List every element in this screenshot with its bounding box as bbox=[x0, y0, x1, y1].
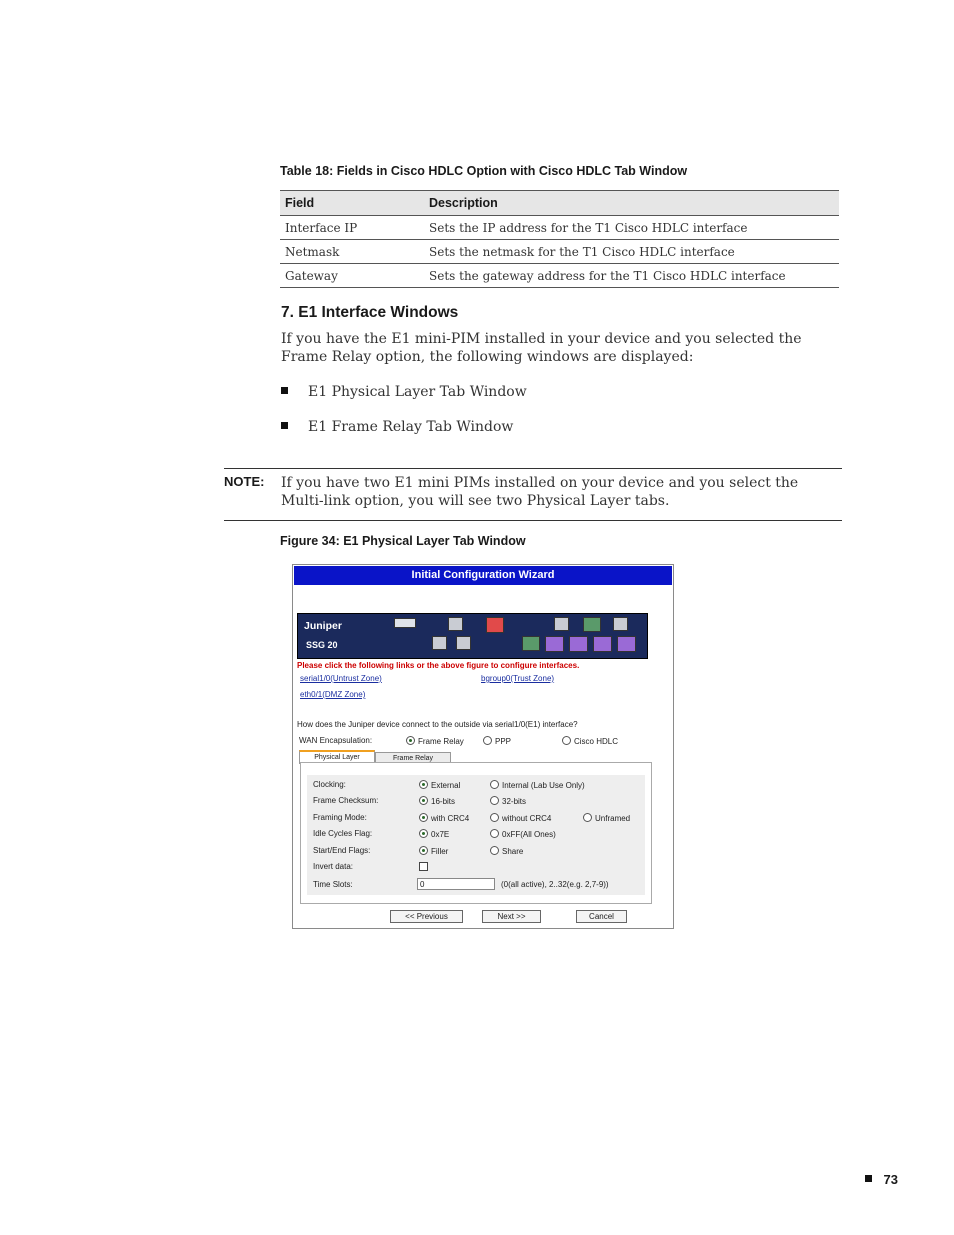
bullet-icon bbox=[281, 387, 288, 394]
radio-icon bbox=[490, 780, 499, 789]
framing-without-crc4[interactable]: without CRC4 bbox=[490, 813, 551, 823]
invert-checkbox[interactable] bbox=[419, 862, 428, 872]
physical-layer-panel bbox=[300, 762, 652, 904]
radio-selected-icon bbox=[419, 796, 428, 805]
port-icon[interactable] bbox=[569, 636, 588, 652]
header-field: Field bbox=[280, 191, 424, 216]
bullet-text: E1 Physical Layer Tab Window bbox=[308, 384, 527, 400]
cell-description: Sets the gateway address for the T1 Cisco HDLC interface bbox=[424, 264, 839, 288]
radio-selected-icon bbox=[419, 780, 428, 789]
port-icon[interactable] bbox=[456, 636, 471, 650]
section-intro: If you have the E1 mini-PIM installed in your device and you selected the Frame Relay option, the following windows are displayed: bbox=[281, 331, 802, 365]
bullet-icon bbox=[865, 1175, 872, 1182]
framing-with-crc4[interactable]: with CRC4 bbox=[419, 813, 469, 823]
question-text: How does the Juniper device connect to the outside via serial1/0(E1) interface? bbox=[297, 720, 578, 729]
radio-icon bbox=[490, 796, 499, 805]
idle-7e[interactable]: 0x7E bbox=[419, 829, 449, 839]
cancel-button[interactable]: Cancel bbox=[576, 910, 627, 923]
cell-description: Sets the netmask for the T1 Cisco HDLC interface bbox=[424, 240, 839, 264]
framing-unframed[interactable]: Unframed bbox=[583, 813, 630, 823]
table-row bbox=[280, 240, 839, 264]
led-indicator-icon bbox=[394, 618, 416, 628]
checksum-label: Frame Checksum: bbox=[313, 796, 379, 805]
note-bottom-rule bbox=[224, 520, 842, 521]
clocking-external[interactable]: External bbox=[419, 780, 460, 790]
checksum-32[interactable]: 32-bits bbox=[490, 796, 526, 806]
radio-icon bbox=[483, 736, 492, 745]
port-icon[interactable] bbox=[593, 636, 612, 652]
table-header-row bbox=[280, 191, 839, 216]
startend-share[interactable]: Share bbox=[490, 846, 523, 856]
radio-selected-icon bbox=[419, 813, 428, 822]
wan-option-ppp[interactable]: PPP bbox=[483, 736, 511, 746]
radio-icon bbox=[490, 813, 499, 822]
wan-label: WAN Encapsulation: bbox=[299, 736, 373, 745]
checkbox-icon bbox=[419, 862, 428, 871]
port-serial-icon[interactable] bbox=[486, 617, 504, 633]
port-icon[interactable] bbox=[617, 636, 636, 652]
radio-icon bbox=[562, 736, 571, 745]
port-icon[interactable] bbox=[545, 636, 564, 652]
settings-area bbox=[307, 775, 645, 895]
table-caption: Table 18: Fields in Cisco HDLC Option with Cisco HDLC Tab Window bbox=[280, 164, 688, 178]
link-serial[interactable]: serial1/0(Untrust Zone) bbox=[300, 674, 382, 683]
cell-field: Interface IP bbox=[280, 216, 424, 240]
port-icon[interactable] bbox=[613, 617, 628, 631]
device-brand: Juniper bbox=[304, 620, 342, 632]
tab-frame-relay[interactable]: Frame Relay bbox=[375, 752, 451, 763]
radio-icon bbox=[583, 813, 592, 822]
radio-selected-icon bbox=[419, 846, 428, 855]
radio-selected-icon bbox=[406, 736, 415, 745]
framing-label: Framing Mode: bbox=[313, 813, 367, 822]
wizard-screenshot bbox=[292, 564, 674, 929]
note-top-rule bbox=[224, 468, 842, 469]
wizard-title: Initial Configuration Wizard bbox=[294, 566, 672, 585]
bullet-icon bbox=[281, 422, 288, 429]
timeslots-input[interactable]: 0 bbox=[417, 878, 495, 890]
link-eth[interactable]: eth0/1(DMZ Zone) bbox=[300, 690, 366, 699]
port-icon[interactable] bbox=[448, 617, 463, 631]
clocking-internal[interactable]: Internal (Lab Use Only) bbox=[490, 780, 585, 790]
port-icon[interactable] bbox=[432, 636, 447, 650]
port-icon[interactable] bbox=[554, 617, 569, 631]
device-panel[interactable] bbox=[297, 613, 648, 659]
instruction-text: Please click the following links or the above figure to configure interfaces. bbox=[297, 661, 580, 670]
port-icon[interactable] bbox=[522, 636, 540, 651]
table-row bbox=[280, 216, 839, 240]
radio-selected-icon bbox=[419, 829, 428, 838]
cell-field: Netmask bbox=[280, 240, 424, 264]
invert-label: Invert data: bbox=[313, 862, 354, 871]
radio-icon bbox=[490, 829, 499, 838]
link-bgroup[interactable]: bgroup0(Trust Zone) bbox=[481, 674, 555, 683]
bullet-text: E1 Frame Relay Tab Window bbox=[308, 419, 514, 435]
figure-caption: Figure 34: E1 Physical Layer Tab Window bbox=[280, 534, 526, 548]
wan-option-frame-relay[interactable]: Frame Relay bbox=[406, 736, 464, 746]
idle-label: Idle Cycles Flag: bbox=[313, 829, 373, 838]
table-row bbox=[280, 264, 839, 288]
previous-button[interactable]: << Previous bbox=[390, 910, 463, 923]
startend-label: Start/End Flags: bbox=[313, 846, 371, 855]
next-button[interactable]: Next >> bbox=[482, 910, 541, 923]
page-number: 73 bbox=[865, 1172, 898, 1187]
tab-physical-layer[interactable]: Physical Layer bbox=[299, 750, 375, 764]
header-description: Description bbox=[424, 191, 839, 216]
checksum-16[interactable]: 16-bits bbox=[419, 796, 455, 806]
timeslots-label: Time Slots: bbox=[313, 880, 353, 889]
bullet-item bbox=[281, 419, 513, 435]
cell-field: Gateway bbox=[280, 264, 424, 288]
cell-description: Sets the IP address for the T1 Cisco HDLC interface bbox=[424, 216, 839, 240]
idle-ff[interactable]: 0xFF(All Ones) bbox=[490, 829, 556, 839]
section-heading: 7. E1 Interface Windows bbox=[281, 304, 459, 321]
timeslots-hint: (0(all active), 2..32(e.g. 2,7-9)) bbox=[501, 880, 609, 889]
clocking-label: Clocking: bbox=[313, 780, 346, 789]
radio-icon bbox=[490, 846, 499, 855]
startend-filler[interactable]: Filler bbox=[419, 846, 448, 856]
note-label: NOTE: bbox=[224, 474, 265, 489]
note-text: If you have two E1 mini PIMs installed on your device and you select the Multi-link option, you will see two Physical Layer tabs. bbox=[281, 475, 799, 509]
port-icon[interactable] bbox=[583, 617, 601, 632]
fields-table bbox=[280, 190, 839, 288]
device-model: SSG 20 bbox=[306, 640, 338, 650]
bullet-item bbox=[281, 384, 527, 400]
wan-option-cisco-hdlc[interactable]: Cisco HDLC bbox=[562, 736, 618, 746]
